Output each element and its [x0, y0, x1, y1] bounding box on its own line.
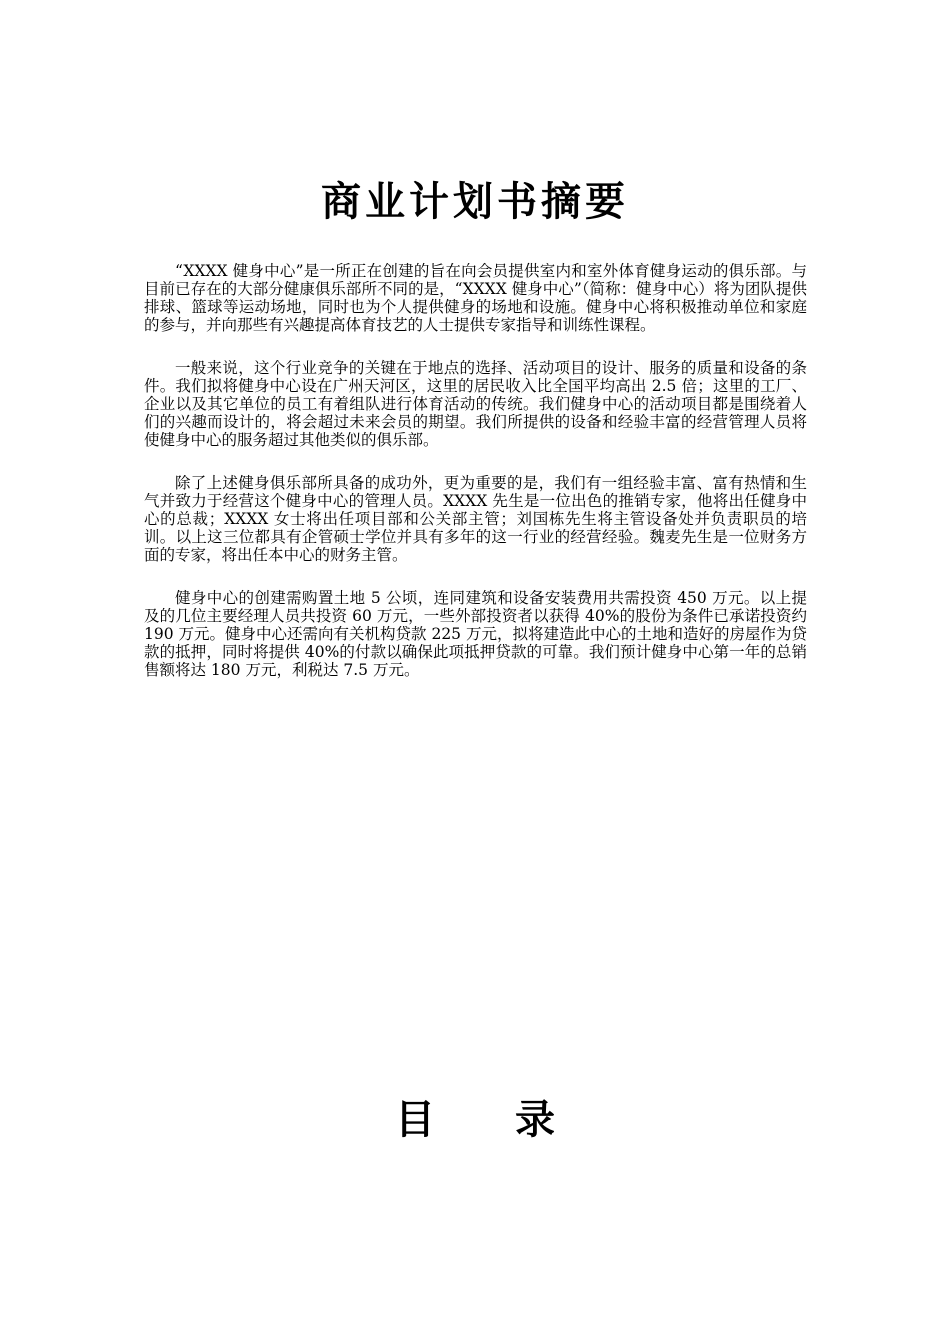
paragraph-investment: 健身中心的创建需购置土地 5 公顷，连同建筑和设备安装费用共需投资 450 万元。以上提及的几位主要经理人员共投资 60 万元，一些外部投资者以获得 40%的股份为条件已承诺投资约 190 万元。健身中心还需向有关机构贷款 225 万元，拟将建造此中心的土地和造好的房屋作为贷款的抵押，同时将提供 40%的付款以确保此项抵押贷款的可靠。我们预计健身中心第一年的总销售额将达 180 万元，利税达 7.5 万元。 — [144, 589, 807, 679]
paragraph-intro: “XXXX 健身中心”是一所正在创建的旨在向会员提供室内和室外体育健身运动的俱乐部。与目前已存在的大部分健康俱乐部所不同的是，“XXXX 健身中心”（简称：健身中心）将为团队提供排球、篮球等运动场地，同时也为个人提供健身的场地和设施。健身中心将积极推动单位和家庭的参与，并向那些有兴趣提高体育技艺的人士提供专家指导和训练性课程。 — [144, 262, 807, 334]
paragraph-competition: 一般来说，这个行业竞争的关键在于地点的选择、活动项目的设计、服务的质量和设备的条件。我们拟将健身中心设在广州天河区，这里的居民收入比全国平均高出 2.5 倍；这里的工厂、企业以及其它单位的员工有着组队进行体育活动的传统。我们健身中心的活动项目都是围绕着人们的兴趣而设计的，将会超过未来会员的期望。我们所提供的设备和经验丰富的经营管理人员将使健身中心的服务超过其他类似的俱乐部。 — [144, 359, 807, 449]
toc-heading-char-1: 目 — [395, 1097, 435, 1143]
summary-body — [144, 262, 807, 704]
page-title: 商业计划书摘要 — [321, 179, 629, 225]
toc-heading-char-2: 录 — [515, 1097, 555, 1143]
toc-heading — [0, 1090, 950, 1150]
paragraph-management: 除了上述健身俱乐部所具备的成功外，更为重要的是，我们有一组经验丰富、富有热情和生气并致力于经营这个健身中心的管理人员。XXXX 先生是一位出色的推销专家，他将出任健身中心的总裁；XXXX 女士将出任项目部和公关部主管；刘国栋先生将主管设备处并负责职员的培训。以上这三位都具有企管硕士学位并具有多年的这一行业的经营经验。魏麦先生是一位财务方面的专家，将出任本中心的财务主管。 — [144, 474, 807, 564]
